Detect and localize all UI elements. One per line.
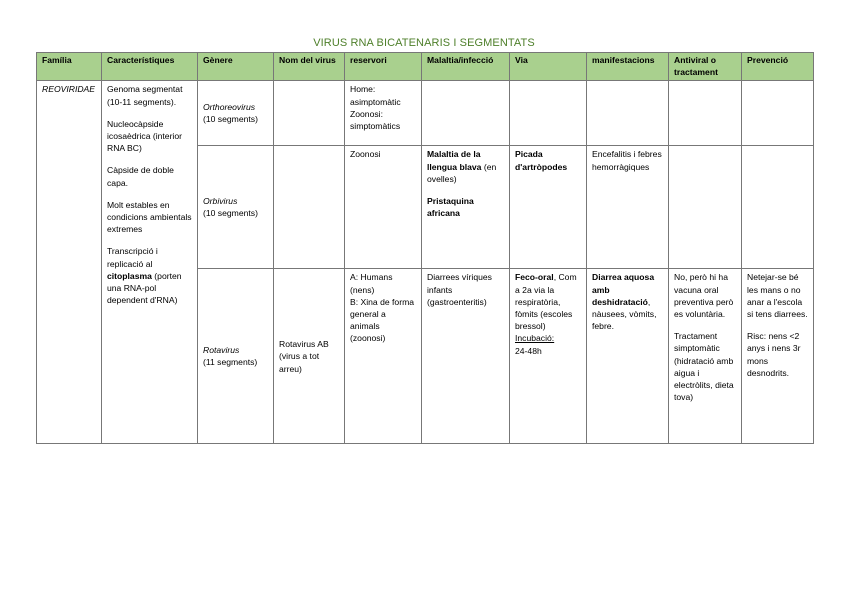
antiviral-cell bbox=[669, 81, 742, 146]
antiviral-treatment: Tractament simptomàtic (hidratació amb aigua i electròlits, dieta tova) bbox=[674, 331, 734, 403]
incubation-value: 24-48h bbox=[515, 345, 542, 356]
disease-bluetongue bbox=[427, 148, 504, 185]
reservoir-orthoreovirus: Home: asimptomàtic Zoonosi: simptomàtics bbox=[350, 84, 401, 132]
prevention-risk: Risc: nens <2 anys i nens 3r mons desnodrits. bbox=[747, 331, 801, 378]
disease-african-horse: Pristaquina africana bbox=[427, 196, 474, 219]
header-family: Família bbox=[37, 53, 102, 81]
antiviral-vaccine: No, però hi ha vacuna oral preventiva però es voluntària. bbox=[674, 272, 734, 320]
genus-rotavirus: Rotavirus bbox=[203, 345, 240, 356]
prevention-cell bbox=[742, 81, 814, 146]
header-via: Via bbox=[510, 53, 587, 81]
reservoir-cell bbox=[345, 146, 422, 269]
disease-rotavirus: Diarrees víriques infants (gastroenteritis) bbox=[427, 272, 492, 307]
char-nucleocapsid: Nucleocàpside icosaèdrica (interior RNA BC) bbox=[107, 118, 182, 154]
manifestations-orbivirus: Encefalitis i febres hemorràgiques bbox=[592, 149, 662, 172]
disease-cell bbox=[422, 81, 510, 146]
disease-bluetongue-host: (en ovelles) bbox=[427, 161, 497, 184]
segments-orthoreovirus: (10 segments) bbox=[203, 114, 258, 125]
genus-orbivirus: Orbivirus bbox=[203, 196, 238, 207]
header-characteristics: Característiques bbox=[102, 53, 198, 81]
via-cell bbox=[510, 269, 587, 444]
via-rotavirus-main: Feco-oral bbox=[515, 272, 554, 283]
char-genome: Genoma segmentat (10-11 segments). bbox=[107, 84, 183, 107]
manifestations-cell bbox=[587, 269, 669, 444]
disease-cell bbox=[422, 269, 510, 444]
char-capsid: Càpside de doble capa. bbox=[107, 165, 174, 188]
virus-name-cell bbox=[274, 81, 345, 146]
genus-orthoreovirus: Orthoreovirus bbox=[203, 102, 256, 113]
via-cell bbox=[510, 81, 587, 146]
family-name: REOVIRIDAE bbox=[42, 84, 96, 95]
char-cytoplasm: citoplasma bbox=[107, 270, 152, 281]
document-title: VIRUS RNA BICATENARIS I SEGMENTATS bbox=[313, 37, 535, 49]
reservoir-orbivirus: Zoonosi bbox=[350, 149, 381, 160]
reservoir-rotavirus-b: B: Xina de forma general a animals (zoonosi) bbox=[350, 296, 415, 344]
reservoir-cell bbox=[345, 81, 422, 146]
header-disease: Malaltia/infecció bbox=[422, 53, 510, 81]
segments-rotavirus: (11 segments) bbox=[203, 357, 258, 368]
char-rna-pol: (porten una RNA-pol dependent d'RNA) bbox=[107, 270, 182, 306]
via-rotavirus-rest: , Com a 2a via la respiratòria, fòmits (escoles bressol) bbox=[515, 272, 577, 332]
via-orbivirus: Picada d'artròpodes bbox=[515, 149, 568, 172]
characteristics-cell bbox=[102, 81, 198, 444]
header-virus-name: Nom del virus bbox=[274, 53, 345, 81]
header-antiviral: Antiviral o tractament bbox=[669, 53, 742, 81]
manifestations-rotavirus-main: Diarrea aquosa amb deshidratació bbox=[592, 272, 655, 307]
manifestations-cell bbox=[587, 146, 669, 269]
manifestations-cell bbox=[587, 81, 669, 146]
reservoir-rotavirus-a: A: Humans (nens) bbox=[350, 272, 393, 295]
header-row bbox=[37, 53, 814, 81]
manifestations-rotavirus-rest: , nàusees, vòmits, febre. bbox=[592, 296, 657, 332]
reservoir-cell bbox=[345, 269, 422, 444]
genus-cell-orbivirus bbox=[198, 146, 274, 269]
prevention-cell bbox=[742, 269, 814, 444]
disease-cell bbox=[422, 146, 510, 269]
char-stability: Molt estables en condicions ambientals extremes bbox=[107, 199, 192, 235]
char-replication bbox=[107, 245, 192, 306]
header-manifestations: manifestacions bbox=[587, 53, 669, 81]
virus-name-rotavirus: Rotavirus AB (virus a tot arreu) bbox=[279, 339, 329, 374]
table-row-orthoreovirus bbox=[37, 81, 814, 146]
header-reservoir: reservori bbox=[345, 53, 422, 81]
char-replication-text: Transcripció i replicació al bbox=[107, 246, 158, 269]
virus-name-cell bbox=[274, 269, 345, 444]
antiviral-cell bbox=[669, 146, 742, 269]
via-cell bbox=[510, 146, 587, 269]
header-prevention: Prevenció bbox=[742, 53, 814, 81]
genus-cell-rotavirus bbox=[198, 269, 274, 444]
genus-cell-orthoreovirus bbox=[198, 81, 274, 146]
incubation-label: Incubació: bbox=[515, 333, 555, 344]
virus-table bbox=[36, 52, 814, 444]
header-genus: Gènere bbox=[198, 53, 274, 81]
virus-name-cell bbox=[274, 146, 345, 269]
prevention-hygiene: Netejar-se bé les mans o no anar a l'escola si tens diarrees. bbox=[747, 272, 808, 320]
antiviral-cell bbox=[669, 269, 742, 444]
segments-orbivirus: (10 segments) bbox=[203, 208, 258, 219]
family-cell bbox=[37, 81, 102, 444]
prevention-cell bbox=[742, 146, 814, 269]
via-rotavirus bbox=[515, 271, 581, 332]
disease-bluetongue-name: Malaltia de la llengua blava bbox=[427, 149, 482, 172]
